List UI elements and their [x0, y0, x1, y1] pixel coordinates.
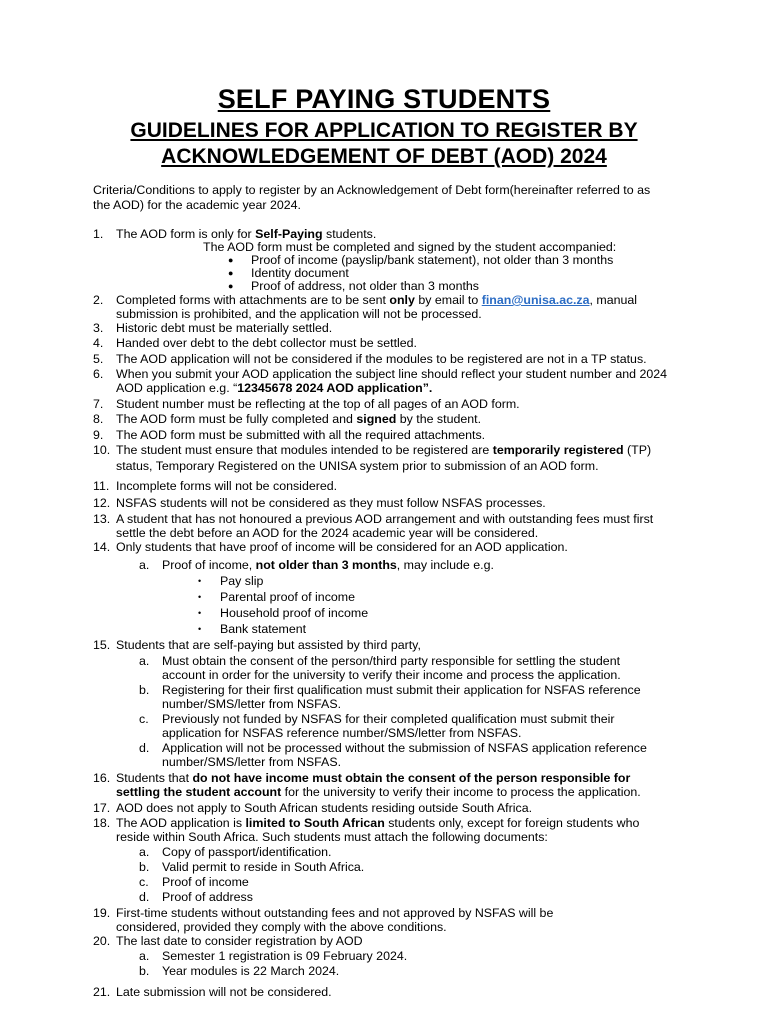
item-bold-text: Self-Paying: [255, 227, 323, 241]
bullet-icon: •: [198, 624, 202, 634]
item-bold-text: only: [389, 293, 415, 307]
bullet-icon: ●: [228, 268, 234, 278]
item-number: 1.: [93, 227, 104, 241]
item-13-line-2: settle the debt before an AOD for the 2024 academic year will be considered.: [116, 526, 539, 540]
intro-line-2: the AOD) for the academic year 2024.: [93, 198, 301, 212]
item-text: by email to: [414, 293, 482, 307]
intro-paragraph: [93, 183, 683, 213]
item-10-line-2: status, Temporary Registered on the UNISA system prior to submission of an AOD form.: [116, 459, 599, 473]
item-15-sub-line: application for NSFAS reference number/SMS/letter from NSFAS.: [162, 726, 522, 740]
item-15-sub-line: number/SMS/letter from NSFAS.: [162, 755, 342, 769]
bullet-icon: ●: [228, 281, 234, 291]
subtitle-line-2: ACKNOWLEDGEMENT OF DEBT (AOD) 2024: [161, 145, 607, 168]
item-number: 2.: [93, 293, 104, 307]
item-19-line-2: considered, provided they comply with the above conditions.: [116, 920, 447, 934]
item-text: Completed forms with attachments are to be sent: [116, 293, 390, 307]
item-15-sub-line: number/SMS/letter from NSFAS.: [162, 697, 342, 711]
bullet-icon: •: [198, 592, 202, 602]
document-subtitle: [0, 118, 768, 170]
bullet-icon: ●: [228, 255, 234, 265]
document-title: SELF PAYING STUDENTS: [217, 84, 551, 114]
item-text: students.: [322, 227, 377, 241]
item-text: , manual: [589, 293, 638, 307]
item-16-line-2: settling the student account for the university to verify their income to process the application.: [116, 785, 641, 799]
item-6-line-2: AOD application e.g. “12345678 2024 AOD application”.: [116, 381, 433, 395]
email-link[interactable]: finan@unisa.ac.za: [481, 293, 590, 307]
bullet-icon: •: [198, 608, 202, 618]
item-1-subtext: The AOD form must be completed and signed by the student accompanied:: [203, 240, 617, 254]
item-15-sub-line: account in order for the university to verify their income and process the application.: [162, 668, 621, 682]
bullet-icon: •: [198, 576, 202, 586]
subtitle-line-1: GUIDELINES FOR APPLICATION TO REGISTER BY: [130, 119, 638, 142]
intro-line-1: Criteria/Conditions to apply to register by an Acknowledgement of Debt form(hereinafter referred to as: [93, 183, 651, 197]
item-text: The AOD form is only for: [116, 227, 256, 241]
item-2-line-2: submission is prohibited, and the application will not be processed.: [116, 307, 482, 321]
item-18-line-2: reside within South Africa. Such students must attach the following documents:: [116, 830, 548, 844]
